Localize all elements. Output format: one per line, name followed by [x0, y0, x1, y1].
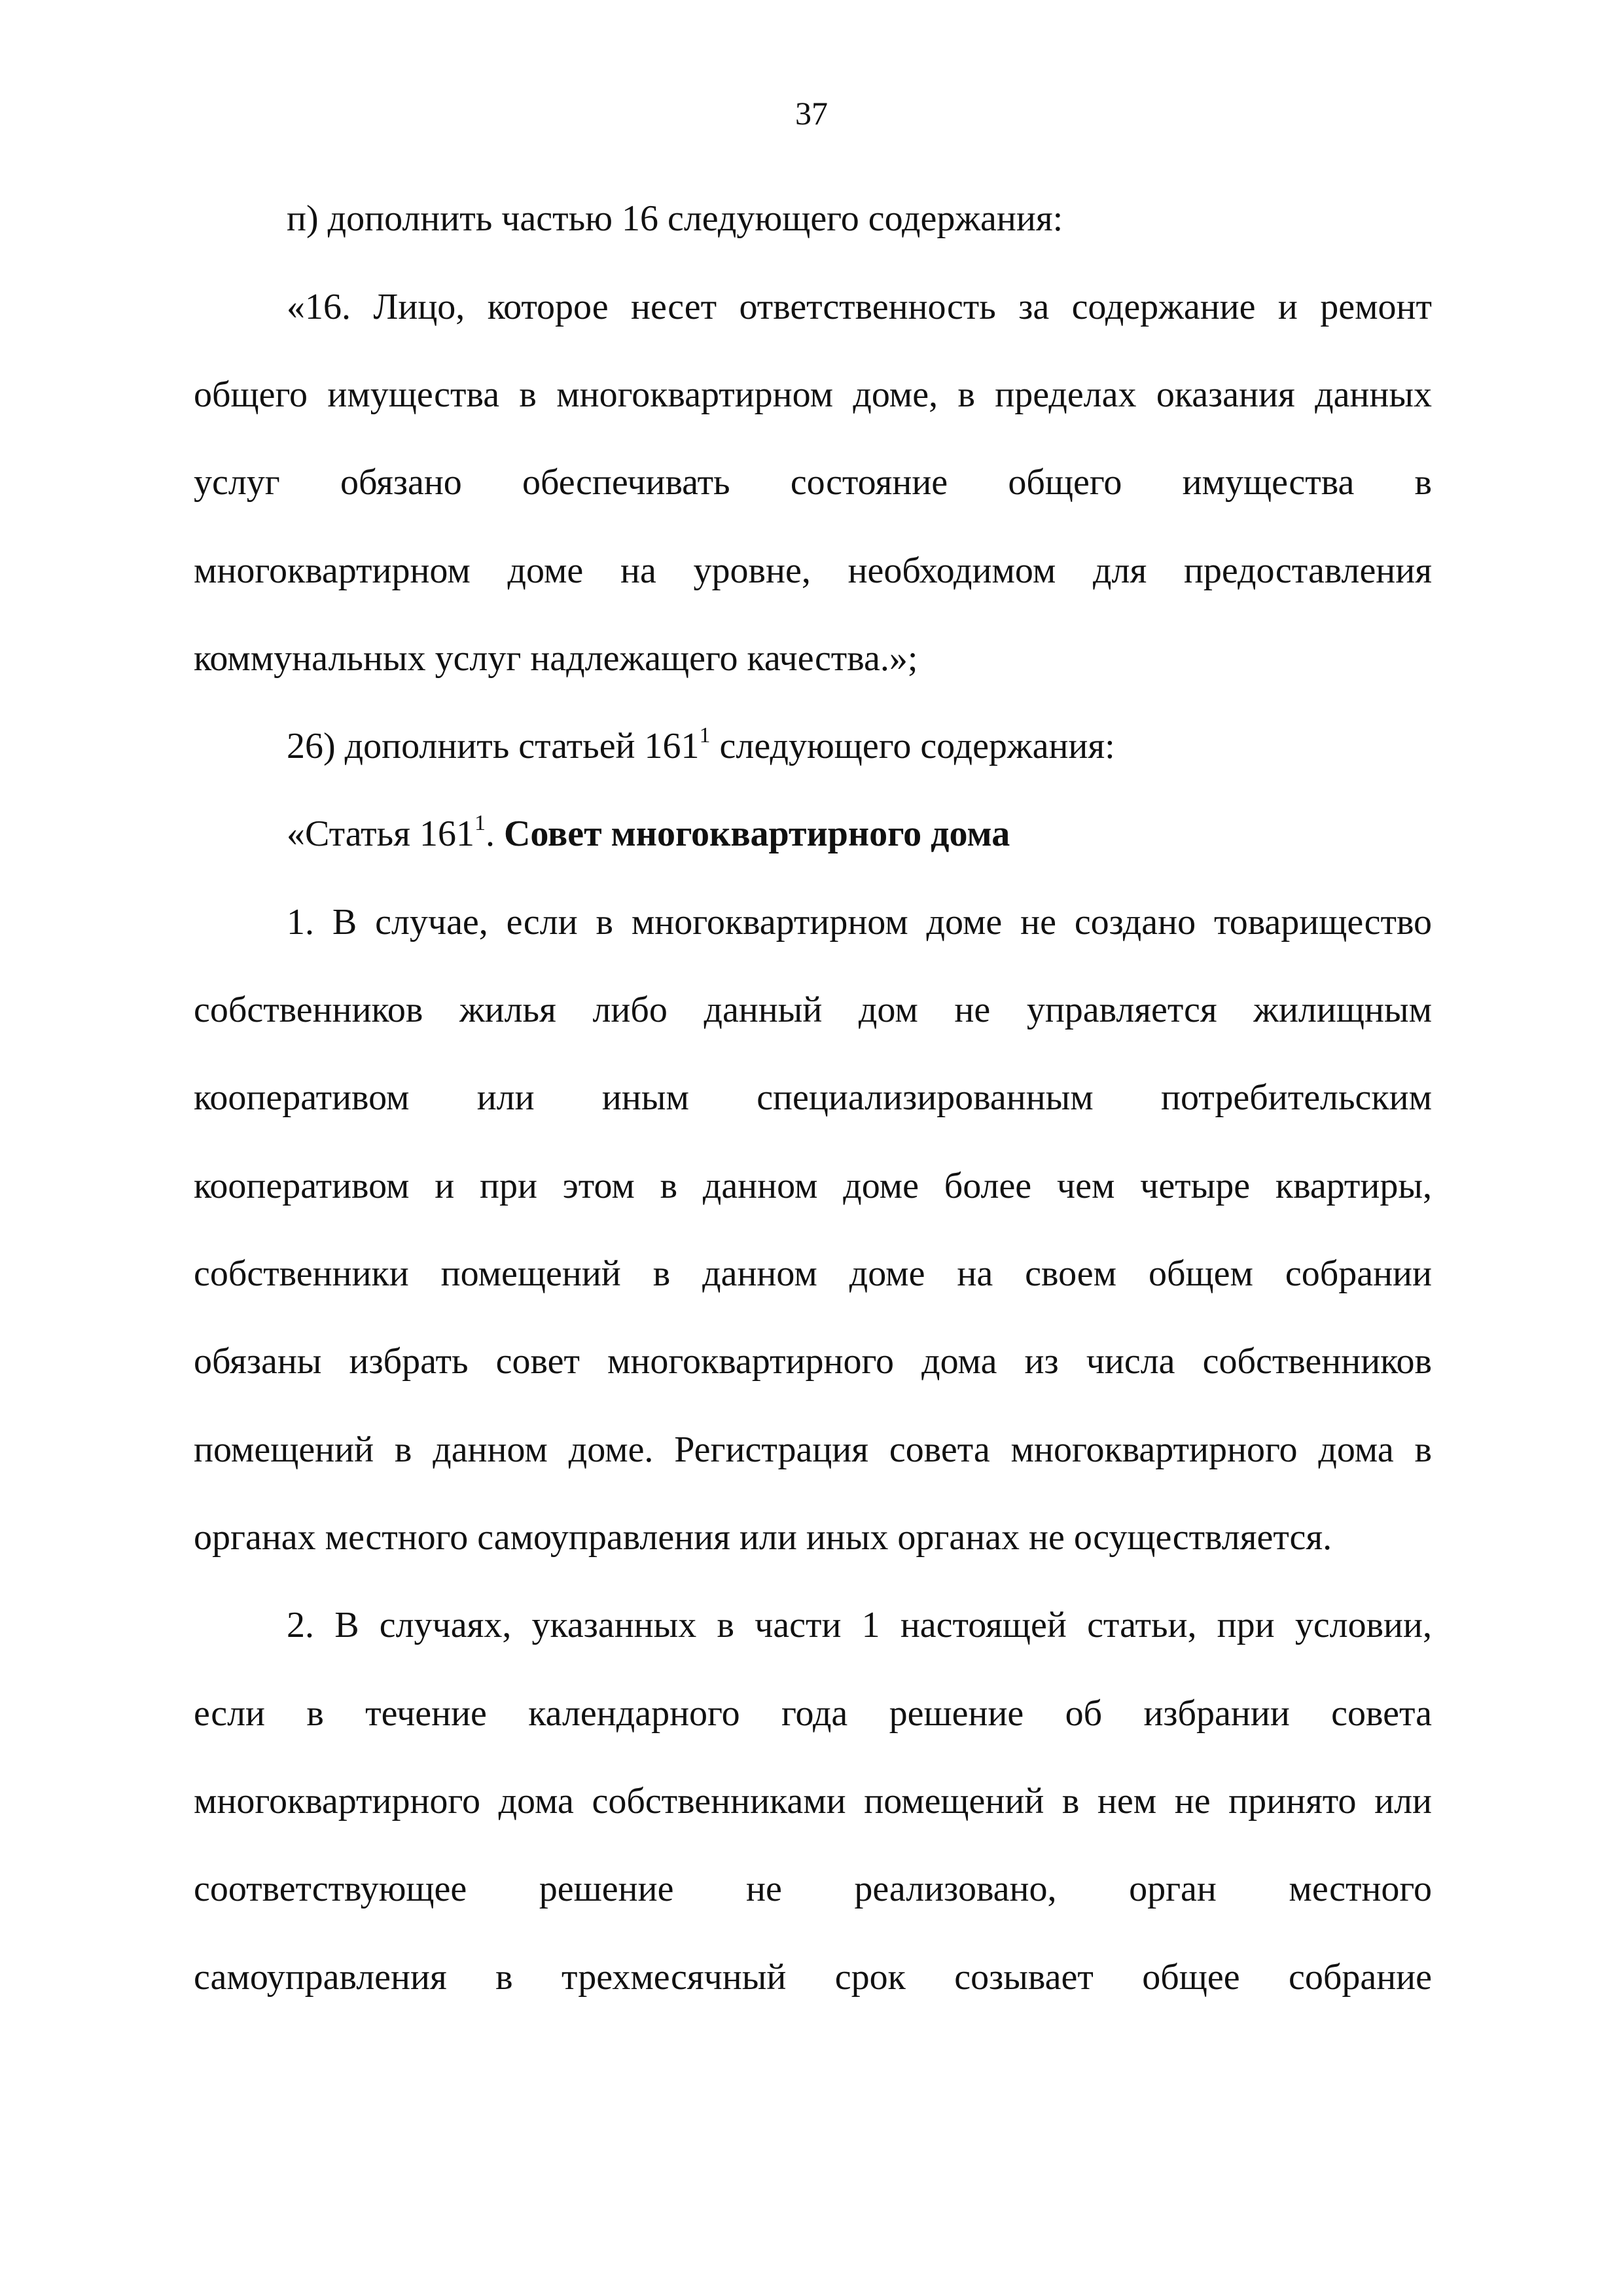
- section-1-line: собственники помещений в данном доме на своем общем собрании: [194, 1253, 1432, 1294]
- article-heading-dot: .: [485, 814, 504, 854]
- item-26-superscript: 1: [699, 723, 711, 748]
- section-2-line: 2. В случаях, указанных в части 1 настоящей статьи, при условии,: [287, 1605, 1432, 1645]
- item-26-after: следующего содержания:: [710, 726, 1115, 766]
- article-heading: [287, 811, 1432, 854]
- article-heading-title: Совет многоквартирного дома: [503, 814, 1010, 854]
- section-2-line: соответствующее решение не реализовано, орган местного: [194, 1869, 1432, 1909]
- section-1-line: 1. В случае, если в многоквартирном доме не создано товарищество: [287, 902, 1432, 942]
- section-1-line: собственников жилья либо данный дом не управляется жилищным: [194, 990, 1432, 1030]
- section-2-line: самоуправления в трехмесячный срок созывает общее собрание: [194, 1957, 1432, 1998]
- section-1-line: обязаны избрать совет многоквартирного дома из числа собственников: [194, 1341, 1432, 1382]
- section-1-line: кооперативом или иным специализированным потребительским: [194, 1077, 1432, 1118]
- section-1-line: помещений в данном доме. Регистрация совета многоквартирного дома в: [194, 1429, 1432, 1470]
- section-2-line: если в течение календарного года решение об избрании совета: [194, 1693, 1432, 1734]
- part-16-line: многоквартирном доме на уровне, необходимом для предоставления: [194, 550, 1432, 591]
- item-p-text: п) дополнить частью 16 следующего содержания:: [287, 198, 1063, 239]
- item-26-text: [287, 723, 1432, 766]
- part-16-line: коммунальных услуг надлежащего качества.»;: [194, 638, 918, 679]
- section-2-line: многоквартирного дома собственниками помещений в нем не принято или: [194, 1781, 1432, 1821]
- part-16-line: «16. Лицо, которое несет ответственность за содержание и ремонт: [287, 287, 1432, 327]
- page-number: 37: [795, 95, 828, 132]
- part-16-line: общего имущества в многоквартирном доме, в пределах оказания данных: [194, 374, 1432, 415]
- article-heading-prefix: «Статья 161: [287, 814, 474, 854]
- article-heading-superscript: 1: [474, 811, 486, 836]
- part-16-line: услуг обязано обеспечивать состояние общего имущества в: [194, 462, 1432, 503]
- section-1-line: органах местного самоуправления или иных органах не осуществляется.: [194, 1517, 1332, 1558]
- item-26-before: 26) дополнить статьей 161: [287, 726, 700, 766]
- section-1-line: кооперативом и при этом в данном доме более чем четыре квартиры,: [194, 1166, 1432, 1206]
